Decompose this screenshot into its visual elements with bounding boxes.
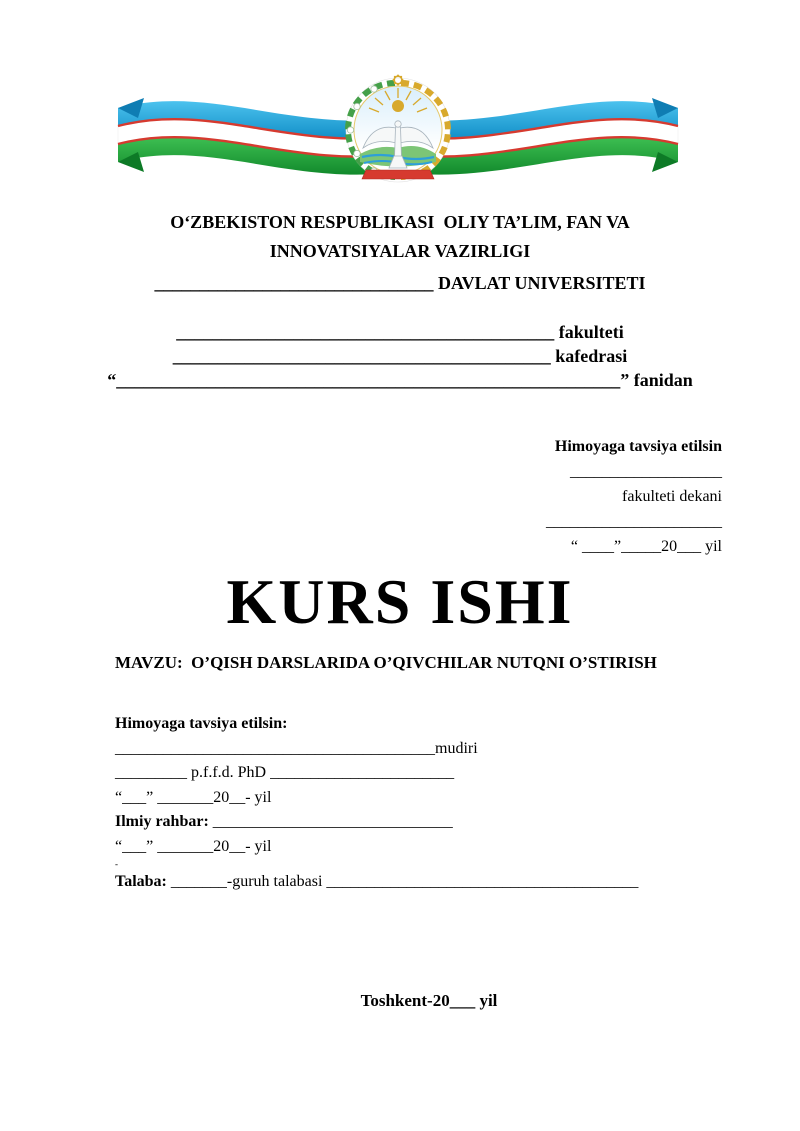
head-signature-line: ________________________________________mudiri [115, 739, 478, 757]
approval-signature-line: ___________________ [570, 463, 722, 480]
date-line-2: “___” _______20__- yil [115, 837, 272, 855]
course-work-title: KURS ISHI [226, 566, 574, 637]
topic-line: MAVZU: O’QISH DARSLARIDA O’QIVCHILAR NUTQNI O’STIRISH [115, 653, 657, 672]
flag-emblem-header [110, 72, 690, 188]
sun-icon [392, 100, 404, 112]
supervisor-label: Ilmiy rahbar: [115, 813, 209, 830]
state-emblem-icon [346, 75, 450, 182]
ministry-line-2: INNOVATSIYALAR VAZIRLIGI [269, 241, 531, 261]
student-blank-line: _______-guruh talabasi _______________________________________ [166, 873, 639, 890]
stray-dash: - [115, 859, 118, 869]
student-line [115, 870, 800, 895]
faculty-blank-line: __________________________________________ fakulteti [176, 322, 624, 342]
approval-signature-line-2: ______________________ [546, 513, 722, 530]
ministry-line-1: O‘ZBEKISTON RESPUBLIKASI OLIY TA’LIM, FAN VA [170, 212, 630, 232]
university-blank-line: _______________________________ DAVLAT UNIVERSITETI [154, 273, 646, 293]
approval-title: Himoyaga tavsiya etilsin [554, 438, 722, 455]
footer-city-year: Toshkent-20___ yil [360, 990, 498, 1010]
details-block [0, 712, 800, 895]
supervisor-blank-line: ______________________________ [208, 813, 453, 830]
dean-label: fakulteti dekani [622, 488, 722, 505]
date-line-1: “___” _______20__- yil [115, 788, 272, 806]
student-label: Talaba: [115, 873, 167, 890]
ministry-title [0, 208, 800, 266]
uzbekistan-flag-emblem-graphic [110, 72, 690, 188]
approval-block [0, 434, 800, 559]
phd-line: _________ p.f.f.d. PhD _______________________ [115, 764, 455, 781]
subject-blank-line: “________________________________________________________” fanidan [107, 370, 693, 390]
chair-blank-line: __________________________________________ kafedrasi [172, 346, 628, 366]
emblem-ribbon-band [362, 170, 434, 179]
department-block [0, 320, 800, 392]
approval-date-line: “ ____”_____20___ yil [570, 538, 722, 555]
recommend-label: Himoyaga tavsiya etilsin: [115, 715, 288, 732]
supervisor-line [115, 810, 800, 835]
